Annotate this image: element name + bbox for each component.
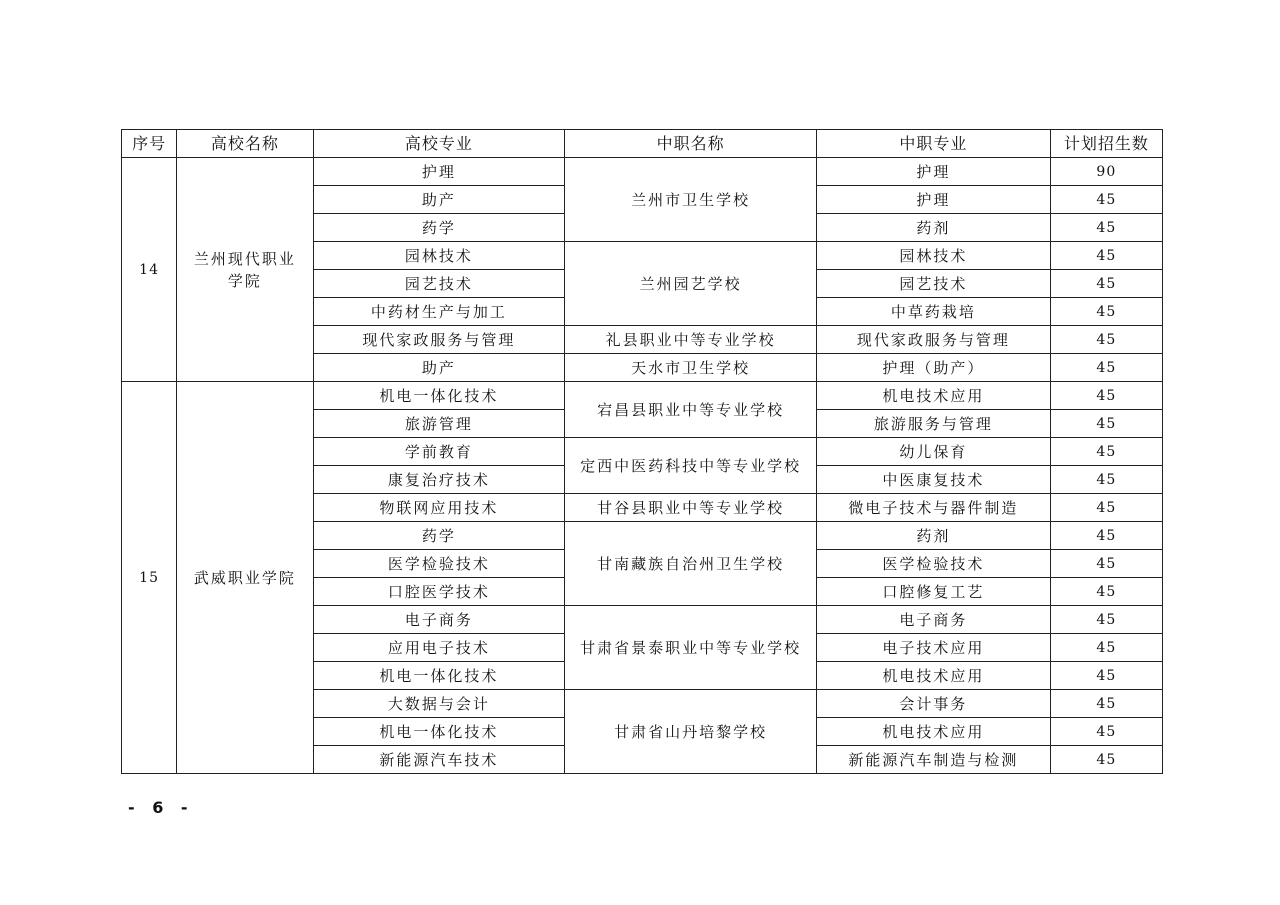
college-major-cell: 机电一体化技术 [313,718,565,746]
college-major-cell: 口腔医学技术 [313,578,565,606]
college-major-cell: 医学检验技术 [313,550,565,578]
college-major-cell: 现代家政服务与管理 [313,326,565,354]
college-major-cell: 物联网应用技术 [313,494,565,522]
planned-enrollment-cell: 45 [1050,466,1162,494]
planned-enrollment-cell: 45 [1050,242,1162,270]
vocational-school-name-cell: 兰州市卫生学校 [565,158,817,242]
college-major-cell: 助产 [313,354,565,382]
vocational-major-cell: 口腔修复工艺 [816,578,1050,606]
serial-number-cell: 15 [122,382,177,774]
header-college-name: 高校名称 [177,130,313,158]
college-major-cell: 药学 [313,214,565,242]
vocational-major-cell: 护理 [816,158,1050,186]
vocational-major-cell: 微电子技术与器件制造 [816,494,1050,522]
page-number: - 6 - [128,798,194,817]
college-major-cell: 助产 [313,186,565,214]
vocational-major-cell: 药剂 [816,214,1050,242]
vocational-major-cell: 会计事务 [816,690,1050,718]
planned-enrollment-cell: 45 [1050,606,1162,634]
vocational-school-name-cell: 礼县职业中等专业学校 [565,326,817,354]
vocational-school-name-cell: 甘谷县职业中等专业学校 [565,494,817,522]
enrollment-plan-table-container [121,129,1163,774]
planned-enrollment-cell: 45 [1050,438,1162,466]
table-body [122,158,1163,774]
planned-enrollment-cell: 45 [1050,382,1162,410]
planned-enrollment-cell: 45 [1050,718,1162,746]
planned-enrollment-cell: 45 [1050,214,1162,242]
college-major-cell: 大数据与会计 [313,690,565,718]
planned-enrollment-cell: 45 [1050,494,1162,522]
vocational-major-cell: 园艺技术 [816,270,1050,298]
college-major-cell: 学前教育 [313,438,565,466]
vocational-major-cell: 机电技术应用 [816,662,1050,690]
vocational-school-name-cell: 甘肃省景泰职业中等专业学校 [565,606,817,690]
planned-enrollment-cell: 45 [1050,270,1162,298]
vocational-major-cell: 护理（助产） [816,354,1050,382]
planned-enrollment-cell: 45 [1050,690,1162,718]
vocational-major-cell: 护理 [816,186,1050,214]
header-vocational-school-name: 中职名称 [565,130,817,158]
college-major-cell: 应用电子技术 [313,634,565,662]
header-planned-enrollment: 计划招生数 [1050,130,1162,158]
planned-enrollment-cell: 45 [1050,186,1162,214]
vocational-school-name-cell: 天水市卫生学校 [565,354,817,382]
planned-enrollment-cell: 45 [1050,634,1162,662]
planned-enrollment-cell: 90 [1050,158,1162,186]
planned-enrollment-cell: 45 [1050,522,1162,550]
planned-enrollment-cell: 45 [1050,410,1162,438]
vocational-school-name-cell: 甘南藏族自治州卫生学校 [565,522,817,606]
vocational-major-cell: 园林技术 [816,242,1050,270]
vocational-major-cell: 电子商务 [816,606,1050,634]
serial-number-cell: 14 [122,158,177,382]
college-name-cell: 武威职业学院 [177,382,313,774]
college-major-cell: 旅游管理 [313,410,565,438]
college-major-cell: 新能源汽车技术 [313,746,565,774]
planned-enrollment-cell: 45 [1050,578,1162,606]
table-header-row [122,130,1163,158]
vocational-school-name-cell: 定西中医药科技中等专业学校 [565,438,817,494]
college-major-cell: 护理 [313,158,565,186]
college-major-cell: 中药材生产与加工 [313,298,565,326]
college-major-cell: 机电一体化技术 [313,662,565,690]
college-major-cell: 电子商务 [313,606,565,634]
vocational-major-cell: 现代家政服务与管理 [816,326,1050,354]
vocational-school-name-cell: 兰州园艺学校 [565,242,817,326]
enrollment-plan-table [121,129,1163,774]
planned-enrollment-cell: 45 [1050,298,1162,326]
college-name-cell: 兰州现代职业学院 [177,158,313,382]
planned-enrollment-cell: 45 [1050,662,1162,690]
college-major-cell: 园艺技术 [313,270,565,298]
planned-enrollment-cell: 45 [1050,550,1162,578]
vocational-major-cell: 电子技术应用 [816,634,1050,662]
header-college-major: 高校专业 [313,130,565,158]
header-vocational-major: 中职专业 [816,130,1050,158]
vocational-school-name-cell: 宕昌县职业中等专业学校 [565,382,817,438]
college-major-cell: 药学 [313,522,565,550]
planned-enrollment-cell: 45 [1050,354,1162,382]
college-major-cell: 康复治疗技术 [313,466,565,494]
vocational-school-name-cell: 甘肃省山丹培黎学校 [565,690,817,774]
planned-enrollment-cell: 45 [1050,326,1162,354]
vocational-major-cell: 新能源汽车制造与检测 [816,746,1050,774]
vocational-major-cell: 中草药栽培 [816,298,1050,326]
table-row [122,382,1163,410]
vocational-major-cell: 机电技术应用 [816,382,1050,410]
college-major-cell: 机电一体化技术 [313,382,565,410]
vocational-major-cell: 旅游服务与管理 [816,410,1050,438]
vocational-major-cell: 医学检验技术 [816,550,1050,578]
header-serial-number: 序号 [122,130,177,158]
vocational-major-cell: 机电技术应用 [816,718,1050,746]
vocational-major-cell: 幼儿保育 [816,438,1050,466]
college-major-cell: 园林技术 [313,242,565,270]
vocational-major-cell: 中医康复技术 [816,466,1050,494]
planned-enrollment-cell: 45 [1050,746,1162,774]
vocational-major-cell: 药剂 [816,522,1050,550]
table-row [122,158,1163,186]
